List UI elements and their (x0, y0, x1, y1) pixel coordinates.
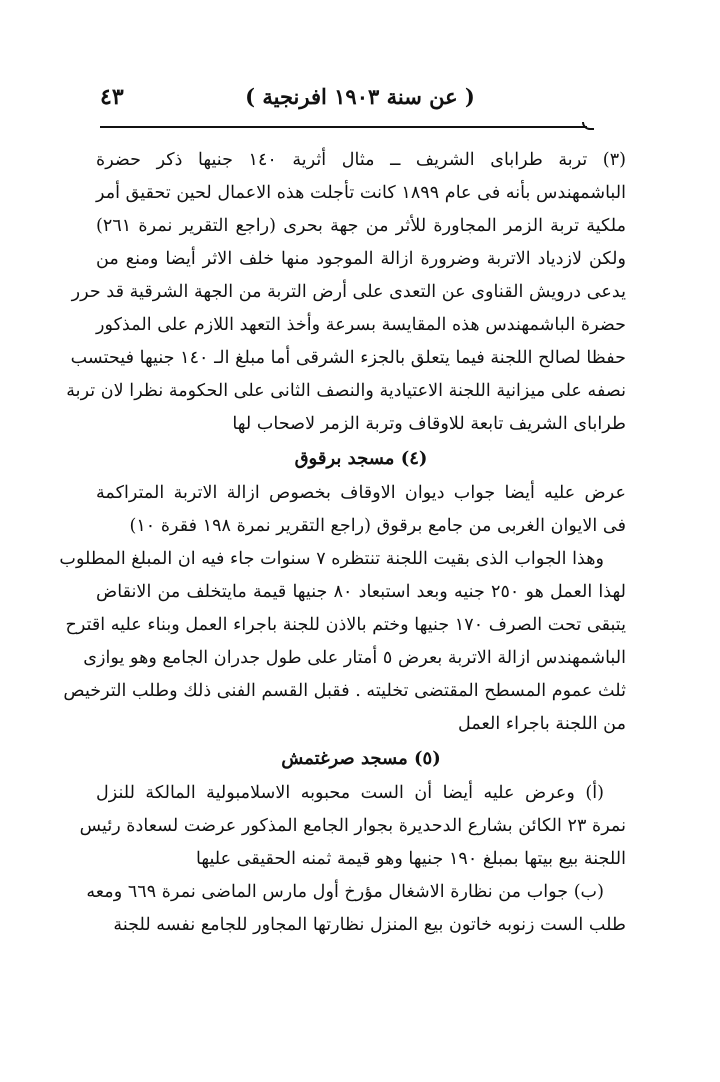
running-title: ( عن سنة ١٩٠٣ افرنجية ) (245, 84, 475, 109)
text-line: حضرة الباشمهندس هذه المقايسة بسرعة وأخذ التعهد اللازم على المذكور (96, 315, 626, 335)
section-4-paragraph (59, 477, 626, 741)
text-line: (٣) تربة طراباى الشريف ــ مثال أثرية ١٤٠ جنيها ذكر حضرة (96, 150, 627, 170)
text-line: حفظا لصالح اللجنة فيما يتعلق بالجزء الشرقى أما مبلغ الـ ١٤٠ جنيها فيحتسب (70, 348, 626, 368)
text-line: (أ) وعرض عليه أيضا أن الست محبوبه الاسلامبولية المالكة للنزل (96, 783, 604, 803)
text-line: اللجنة بيع بيتها بمبلغ ١٩٠ جنيها وهو قيمة ثمنه الحقيقى عليها (195, 849, 626, 869)
text-line: وهذا الجواب الذى بقيت اللجنة تنتظره ٧ سنوات جاء فيه ان المبلغ المطلوب (59, 549, 604, 569)
text-line: نصفه على ميزانية اللجنة الاعتيادية والنصف الثانى على الحكومة نظرا لان تربة (66, 381, 626, 401)
text-line: الباشمهندس ازالة الاتربة بعرض ٥ أمتار على طول جدران الجامع وهو يوازى (83, 648, 626, 668)
text-line: يتبقى تحت الصرف ١٧٠ جنيها وختم بالاذن للجنة باجراء العمل وبناء عليه اقترح (65, 615, 626, 635)
section-heading-barquq: (٤) مسجد برقوق (294, 448, 428, 469)
text-line: نمرة ٢٣ الكائن بشارع الدحديرة بجوار الجامع المذكور عرضت لسعادة رئيس (79, 816, 626, 836)
page-body (59, 144, 627, 942)
header-rule (100, 126, 587, 128)
page-header (100, 84, 620, 124)
section-3-paragraph (66, 144, 627, 441)
text-line: ملكية تربة الزمر المجاورة للأثر من جهة بحرى (راجع التقرير نمرة ٢٦١) (96, 216, 626, 236)
text-line: (ب) جواب من نظارة الاشغال مؤرخ أول مارس الماضى نمرة ٦٦٩ ومعه (86, 882, 604, 902)
text-line: ولكن لازدياد الاتربة وضرورة ازالة الموجود منها خلف الاثر أيضا ومنع من (96, 249, 626, 269)
text-line: يدعى درويش القناوى عن التعدى على أرض التربة من الجهة الشرقية قد حرر (71, 282, 626, 302)
text-line: فى الايوان الغربى من جامع برقوق (راجع التقرير نمرة ١٩٨ فقرة ١٠) (129, 516, 626, 536)
text-line: عرض عليه أيضا جواب ديوان الاوقاف بخصوص ازالة الاتربة المتراكمة (96, 483, 626, 503)
text-line: طلب الست زنوبه خاتون بيع المنزل نظارتها المجاور للجامع نفسه للجنة (113, 915, 626, 935)
text-line: الباشمهندس بأنه فى عام ١٨٩٩ كانت تأجلت هذه الاعمال لحين تحقيق أمر (96, 183, 626, 203)
section-heading-sarghatmish: (٥) مسجد صرغتمش (281, 748, 441, 769)
text-line: ثلث عموم المسطح المقتضى تخليته . فقبل القسم الفنى ذلك وطلب الترخيص (63, 681, 626, 701)
text-line: لهذا العمل هو ٢٥٠ جنيه وبعد استبعاد ٨٠ جنيها قيمة مايتخلف من الانقاض (96, 582, 626, 602)
text-line: من اللجنة باجراء العمل (458, 714, 626, 734)
header-rule-flourish (582, 122, 594, 130)
text-line: طراباى الشريف تابعة للاوقاف وتربة الزمر لاصحاب لها (232, 414, 626, 434)
section-5-paragraph (79, 777, 626, 942)
page-number: ٤٣ (100, 84, 124, 110)
